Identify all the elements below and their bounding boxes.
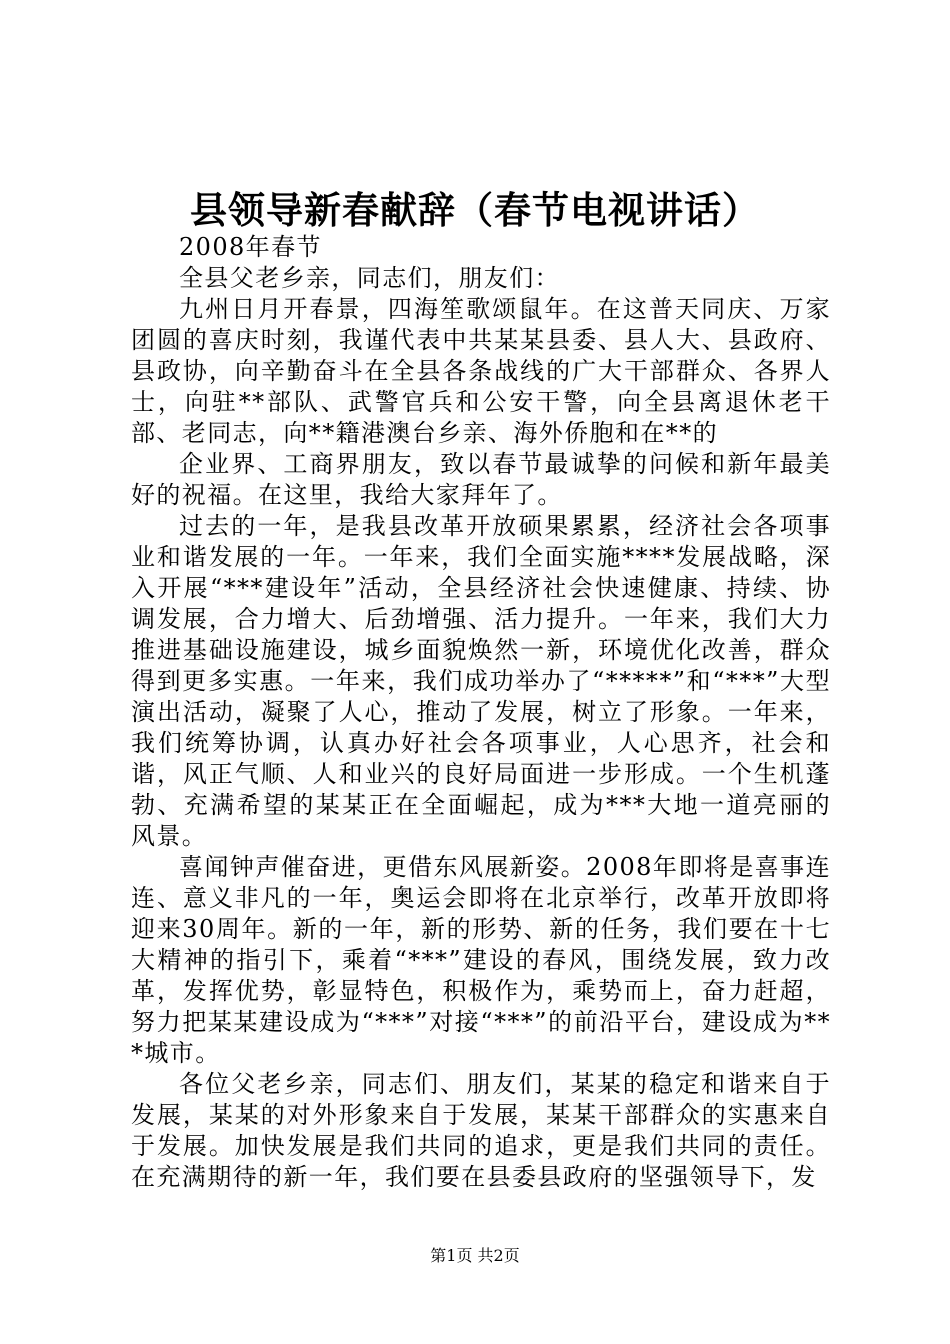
document-body xyxy=(131,232,831,1193)
paragraph-development: 各位父老乡亲，同志们、朋友们，某某的稳定和谐来自于发展，某某的对外形象来自于发展，某某干部群众的实惠来自于发展。加快发展是我们共同的追求，更是我们共同的责任。在充满期待的新一年，我们要在县委县政府的坚强领导下，发 xyxy=(131,1070,831,1191)
paragraph-new-year: 喜闻钟声催奋进，更借东风展新姿。2008年即将是喜事连连、意义非凡的一年，奥运会即将在北京举行，改革开放即将迎来30周年。新的一年，新的形势、新的任务，我们要在十七大精神的指引下，乘着“***”建设的春风，围绕发展，致力改革，发挥优势，彰显特色，积极作为，乘势而上，奋力赶超，努力把某某建设成为“***”对接“***”的前沿平台，建设成为***城市。 xyxy=(131,853,831,1067)
document-title: 县领导新春献辞（春节电视讲话） xyxy=(190,188,760,232)
salutation: 全县父老乡亲，同志们，朋友们： xyxy=(179,264,560,292)
paragraph-greeting-continued: 企业界、工商界朋友，致以春节最诚挚的问候和新年最美好的祝福。在这里，我给大家拜年了。 xyxy=(131,450,831,509)
paragraph-greeting: 九州日月开春景，四海笙歌颂鼠年。在这普天同庆、万家团圆的喜庆时刻，我谨代表中共某某县委、县人大、县政府、县政协，向辛勤奋斗在全县各条战线的广大干部群众、各界人士，向驻**部队、武警官兵和公安干警，向全县离退休老干部、老同志，向**籍港澳台乡亲、海外侨胞和在**的 xyxy=(131,295,831,447)
date-line: 2008年春节 xyxy=(179,233,322,261)
paragraph-past-year: 过去的一年，是我县改革开放硕果累累，经济社会各项事业和谐发展的一年。一年来，我们全面实施****发展战略，深入开展“***建设年”活动，全县经济社会快速健康、持续、协调发展，合力增大、后劲增强、活力提升。一年来，我们大力推进基础设施建设，城乡面貌焕然一新，环境优化改善，群众得到更多实惠。一年来，我们成功举办了“*****”和“***”大型演出活动，凝聚了人心，推动了发展，树立了形象。一年来，我们统筹协调，认真办好社会各项事业，人心思齐，社会和谐，风正气顺、人和业兴的良好局面进一步形成。一个生机蓬勃、充满希望的某某正在全面崛起，成为***大地一道亮丽的风景。 xyxy=(131,512,831,850)
page-number-footer: 第1页 共2页 xyxy=(430,1246,520,1265)
